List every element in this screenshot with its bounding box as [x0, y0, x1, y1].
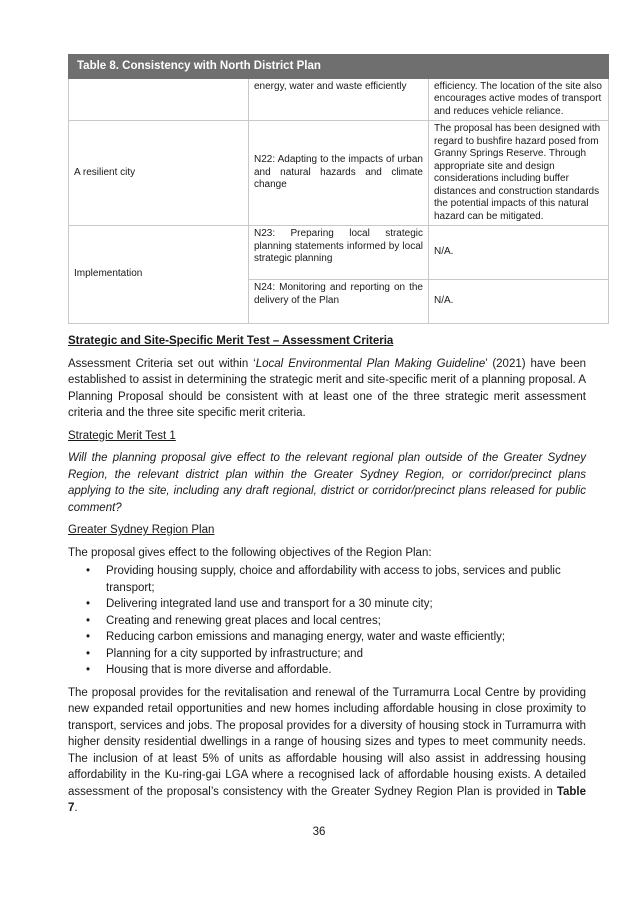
- test-question: Will the planning proposal give effect to the relevant regional plan outside of the Greater Sydney Region, the relevant district plan within the Greater Sydney Region, or corridor/precinct plans applying to the site, including any draft regional, district or corridor/precinct plans released for public comment?: [68, 452, 586, 514]
- list-item: • Reducing carbon emissions and managing energy, water and waste efficiently;: [106, 629, 586, 646]
- table-row: [69, 226, 609, 280]
- region-heading-paragraph: [68, 522, 586, 539]
- table-row: [69, 78, 609, 121]
- objectives-intro: The proposal gives effect to the following objectives of the Region Plan:: [68, 546, 432, 559]
- list-item: • Creating and renewing great places and local centres;: [106, 613, 586, 630]
- table-cell-objective: N23: Preparing local strategic planning statements informed by local strategic planning: [249, 226, 429, 280]
- objectives-list: [68, 563, 586, 679]
- table-cell-response: efficiency. The location of the site also encourages active modes of transport and reduces vehicle reliance.: [429, 78, 609, 121]
- page-number: 36: [312, 826, 326, 838]
- test-heading: Strategic Merit Test 1: [68, 429, 176, 442]
- table-row: [69, 121, 609, 226]
- table-cell-response: N/A.: [429, 280, 609, 324]
- section-heading: Strategic and Site-Specific Merit Test – Assessment Criteria: [68, 335, 394, 347]
- table-header-row: [69, 55, 609, 79]
- list-item: • Housing that is more diverse and affordable.: [106, 662, 586, 679]
- intro-text-b: ’ (2021) have been established to assist in determining the strategic merit and site-specific merit of a planning proposal. A Planning Proposal should be consistent with at least one of the three strategic merit assessment criteria and the three site specific merit criteria.: [68, 357, 586, 419]
- table-cell-objective: energy, water and waste efficiently: [249, 78, 429, 121]
- list-item: • Providing housing supply, choice and affordability with access to jobs, services and public transport;: [106, 563, 586, 596]
- assessment-section: [68, 333, 586, 823]
- table-cell-theme: Implementation: [69, 226, 249, 324]
- region-plan-heading: Greater Sydney Region Plan: [68, 524, 215, 536]
- intro-text-a: Assessment Criteria set out within ‘: [68, 357, 256, 370]
- table-cell-theme: [69, 78, 249, 121]
- table-title: Table 8. Consistency with North District Plan: [69, 55, 609, 79]
- table-reference: Table 7: [68, 785, 586, 814]
- table-cell-objective: N24: Monitoring and reporting on the delivery of the Plan: [249, 280, 429, 324]
- intro-paragraph: [68, 356, 586, 422]
- test-heading-paragraph: [68, 428, 586, 445]
- closing-period: .: [74, 802, 78, 814]
- table-cell-response: The proposal has been designed with regard to bushfire hazard posed from Granny Springs Reserve. Through appropriate site and design considerations including buffer distances and construction standards the potential impacts of this natural hazard can be mitigated.: [429, 121, 609, 226]
- table-cell-response: N/A.: [429, 226, 609, 280]
- closing-text: The proposal provides for the revitalisation and renewal of the Turramurra Local Centre by providing new expanded retail opportunities and new homes including affordable housing in close proximity to transport, services and jobs. The proposal provides for a diversity of housing stock in Turramurra with higher density residential dwellings in a range of housing sizes and types to meet community needs. The inclusion of at least 5% of units as affordable housing will also assist in addressing housing affordability in the Ku-ring-gai LGA where a recognised lack of affordable housing exists. A detailed assessment of the proposal’s consistency with the Greater Sydney Region Plan is provided in: [68, 686, 586, 798]
- consistency-table: [68, 54, 609, 324]
- list-item: • Planning for a city supported by infrastructure; and: [106, 646, 586, 663]
- guideline-title: Local Environmental Plan Making Guideline: [255, 357, 486, 370]
- list-item: • Delivering integrated land use and transport for a 30 minute city;: [106, 596, 586, 613]
- table-cell-objective: N22: Adapting to the impacts of urban and natural hazards and climate change: [249, 121, 429, 226]
- closing-paragraph: [68, 685, 586, 817]
- table-cell-theme: A resilient city: [69, 121, 249, 226]
